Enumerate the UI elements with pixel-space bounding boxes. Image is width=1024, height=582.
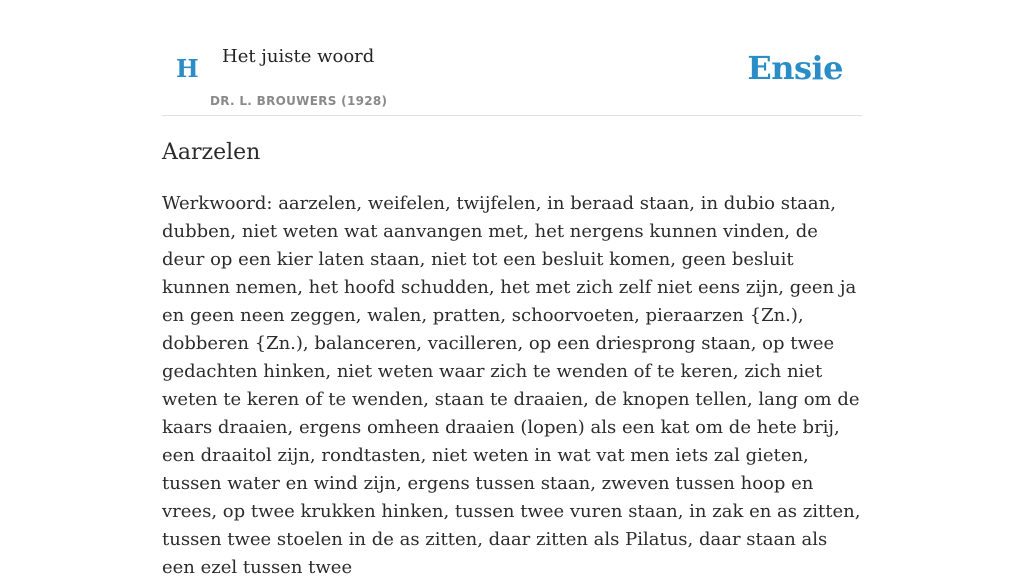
book-icon[interactable]: H xyxy=(176,54,199,83)
article-body: Werkwoord: aarzelen, weifelen, twijfelen, in beraad staan, in dubio staan, dubben, niet weten wat aanvangen met, het nergens kunnen vinden, de deur op een kier laten staan, niet tot een besluit komen, geen besluit kunnen nemen, het hoofd schudden, het met zich zelf niet eens zijn, geen ja en geen neen zeggen, walen, pratten, schoorvoeten, pieraarzen {Zn.), dobberen {Zn.), balanceren, vacilleren, op een driesprong staan, op twee gedachten hinken, niet weten waar zich te wenden of te keren, zich niet weten te keren of te wenden, staan te draaien, de knopen tellen, lang om de kaars draaien, ergens omheen draaien (lopen) als een kat om de hete brij, een draaitol zijn, rondtasten, niet weten in wat vat men iets zal gieten, tussen water en wind zijn, ergens tussen staan, zweven tussen hoop en vrees, op twee krukken hinken, tussen twee vuren staan, in zak en as zitten, tussen twee stoelen in de as zitten, daar zitten als Pilatus, daar staan als een ezel tussen twee xyxy=(162,193,861,578)
book-author: DR. L. BROUWERS (1928) xyxy=(210,94,388,108)
header xyxy=(162,0,862,116)
brand-logo-link[interactable]: Ensie xyxy=(747,49,843,87)
book-title[interactable]: Het juiste woord xyxy=(222,46,375,67)
page xyxy=(162,0,862,582)
article-title: Aarzelen xyxy=(162,140,261,165)
